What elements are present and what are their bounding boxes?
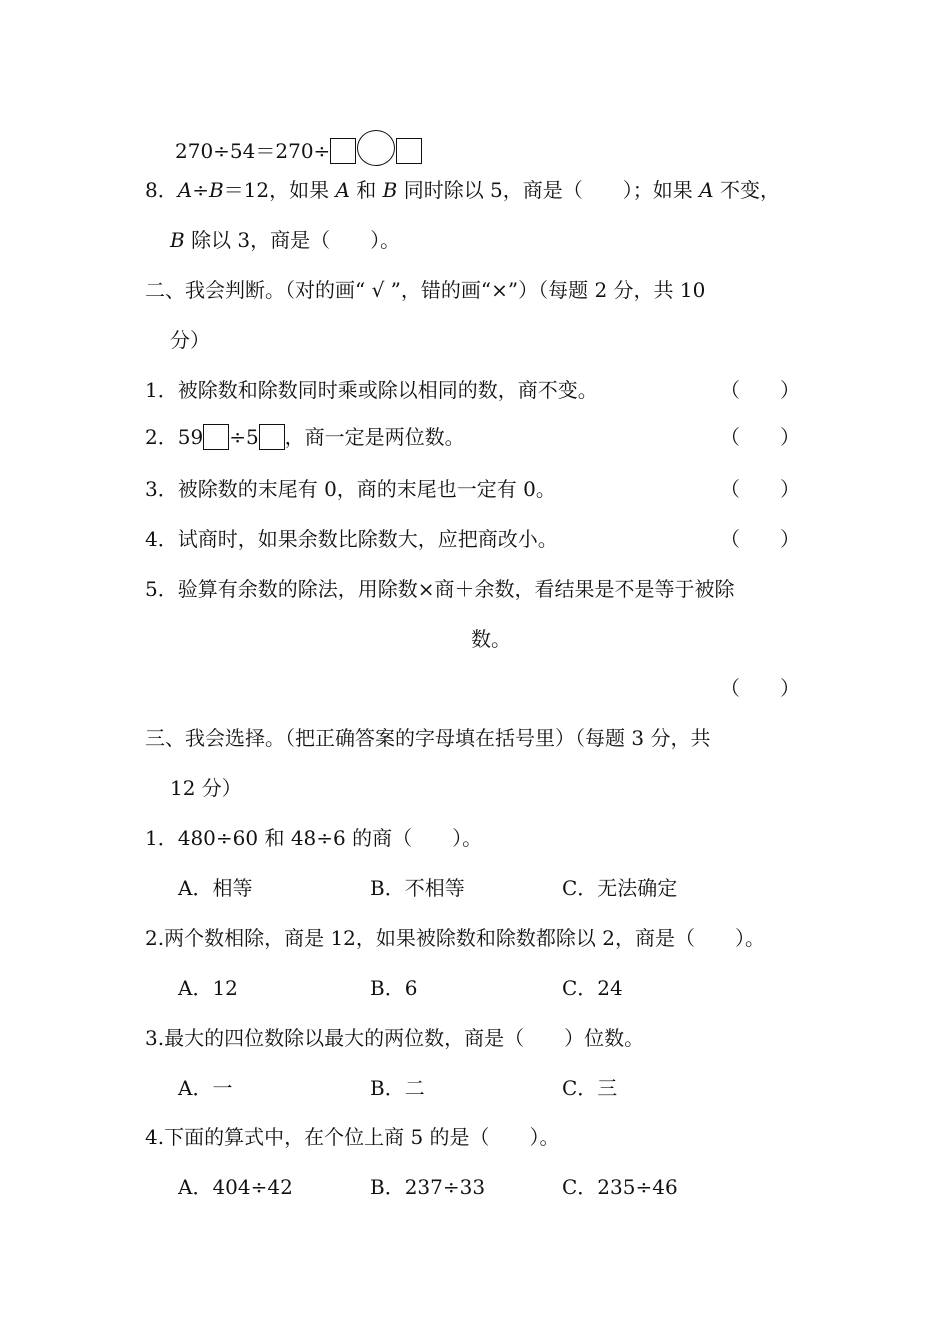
choice-q3-option-a[interactable]: A．一 <box>178 1076 233 1100</box>
q7-equation <box>175 130 422 166</box>
q8-line1 <box>145 176 780 204</box>
judge-q3: 3．被除数的末尾有 0，商的末尾也一定有 0。 <box>145 477 556 501</box>
judge-q2-prefix: 2．59 <box>145 425 204 449</box>
choice-q2-option-b[interactable]: B．6 <box>370 976 418 1000</box>
choice-q3-stem: 3.最大的四位数除以最大的两位数，商是（ ）位数。 <box>145 1026 645 1050</box>
choice-q2-option-c[interactable]: C．24 <box>562 976 623 1000</box>
q8-line2-text: 除以 3，商是（ ）。 <box>191 228 401 252</box>
choice-q1-option-a[interactable]: A．相等 <box>178 876 253 900</box>
digit-box[interactable] <box>259 424 285 450</box>
answer-box[interactable] <box>330 138 356 164</box>
answer-paren[interactable]: （ ） <box>720 676 800 700</box>
q8-var-a: A <box>335 178 350 202</box>
q8-var-b: B <box>208 178 224 202</box>
q8-div: ÷ <box>192 178 209 202</box>
q8-var-a: A <box>177 178 193 202</box>
q8-line2 <box>170 226 400 254</box>
choice-q1-stem: 1．480÷60 和 48÷6 的商（ ）。 <box>145 826 483 850</box>
choice-q2-option-a[interactable]: A．12 <box>178 976 238 1000</box>
q8-var-a: A <box>699 178 714 202</box>
judge-q4: 4．试商时，如果余数比除数大，应把商改小。 <box>145 527 558 551</box>
section3-title-cont: 12 分） <box>170 776 242 800</box>
answer-paren[interactable]: （ ） <box>720 425 800 449</box>
section3-title: 三、我会选择。（把正确答案的字母填在括号里）（每题 3 分，共 <box>145 726 711 750</box>
judge-q2-mid: ÷5 <box>229 425 259 449</box>
answer-paren[interactable]: （ ） <box>720 378 800 402</box>
choice-q3-option-b[interactable]: B．二 <box>370 1076 425 1100</box>
q8-var-b: B <box>382 178 398 202</box>
choice-q4-option-a[interactable]: A．404÷42 <box>178 1175 293 1199</box>
choice-q2-stem: 2.两个数相除，商是 12，如果被除数和除数都除以 2，商是（ ）。 <box>145 926 765 950</box>
operator-circle[interactable] <box>357 130 395 166</box>
judge-q5-cont: 数。 <box>471 627 511 651</box>
answer-box[interactable] <box>396 138 422 164</box>
judge-q2-suffix: ，商一定是两位数。 <box>284 425 465 449</box>
judge-q5: 5．验算有余数的除法，用除数×商＋余数，看结果是不是等于被除 <box>145 577 735 601</box>
choice-q1-option-c[interactable]: C．无法确定 <box>562 876 678 900</box>
judge-q2 <box>145 423 465 451</box>
choice-q3-option-c[interactable]: C．三 <box>562 1076 618 1100</box>
answer-paren[interactable]: （ ） <box>720 527 800 551</box>
q8-line2-var: B <box>170 228 185 252</box>
choice-q4-option-c[interactable]: C．235÷46 <box>562 1175 678 1199</box>
q8-text3: 同时除以 5，商是（ ）；如果 <box>403 178 693 202</box>
q8-text4: 不变， <box>719 178 780 202</box>
q8-text2: 和 <box>356 178 377 202</box>
judge-q1: 1．被除数和除数同时乘或除以相同的数，商不变。 <box>145 378 598 402</box>
answer-paren[interactable]: （ ） <box>720 477 800 501</box>
q8-text1: ＝12，如果 <box>223 178 330 202</box>
choice-q1-option-b[interactable]: B．不相等 <box>370 876 465 900</box>
q8-number: 8． <box>145 178 178 202</box>
digit-box[interactable] <box>203 424 229 450</box>
section2-title-cont: 分） <box>170 328 210 352</box>
q7-prefix: 270÷54＝270÷ <box>175 139 331 163</box>
choice-q4-option-b[interactable]: B．237÷33 <box>370 1175 486 1199</box>
section2-title: 二、我会判断。（对的画“ √ ”，错的画“×”）（每题 2 分，共 10 <box>145 278 706 302</box>
choice-q4-stem: 4.下面的算式中，在个位上商 5 的是（ ）。 <box>145 1125 560 1149</box>
